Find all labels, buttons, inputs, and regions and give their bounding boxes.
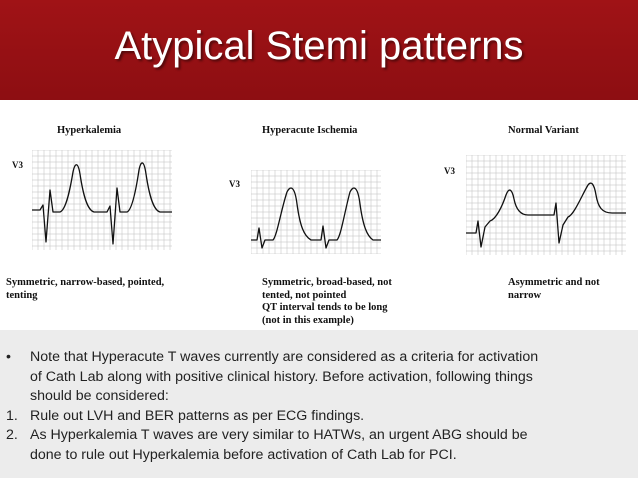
notes-panel <box>0 330 638 478</box>
note-line <box>6 348 632 368</box>
caption-line: (not in this example) <box>262 314 354 326</box>
caption-line: tented, not pointed <box>262 289 347 301</box>
bullet-marker: • <box>6 349 11 365</box>
panel-title-hyperacute-ischemia: Hyperacute Ischemia <box>262 125 358 136</box>
number-marker: 2. <box>6 427 18 443</box>
panel-title-normal-variant: Normal Variant <box>508 125 579 136</box>
caption-line: narrow <box>508 289 542 301</box>
note-text: should be considered: <box>30 388 169 404</box>
lead-label-hyperkalemia: V3 <box>12 160 23 170</box>
ecg-trace <box>32 163 172 244</box>
notes-list <box>6 348 632 465</box>
ecg-strip-hyperkalemia <box>32 150 172 250</box>
note-text: As Hyperkalemia T waves are very similar to HATWs, an urgent ABG should be <box>30 427 528 443</box>
panel-title-hyperkalemia: Hyperkalemia <box>57 125 122 136</box>
caption-hyperkalemia <box>6 277 164 302</box>
caption-line: Symmetric, narrow-based, pointed, <box>6 277 165 288</box>
note-line <box>6 368 632 388</box>
number-marker: 1. <box>6 407 18 424</box>
title-bar <box>0 0 638 100</box>
caption-line: Symmetric, broad-based, not <box>262 277 392 288</box>
ecg-figure <box>0 100 638 330</box>
ecg-strip-normal-variant <box>466 155 626 255</box>
note-text: of Cath Lab along with positive clinical history. Before activation, following things <box>30 368 533 385</box>
note-text: done to rule out Hyperkalemia before activation of Cath Lab for PCI. <box>30 446 457 463</box>
caption-line: Asymmetric and not <box>508 277 600 288</box>
ecg-strip-hyperacute-ischemia <box>251 170 381 254</box>
caption-normal-variant <box>508 277 600 302</box>
note-line <box>6 446 632 466</box>
note-line <box>6 387 632 407</box>
note-text: Rule out LVH and BER patterns as per ECG findings. <box>30 407 365 424</box>
note-text: Note that Hyperacute T waves currently are considered as a criteria for activation <box>30 349 539 365</box>
caption-line: tenting <box>6 289 38 301</box>
note-line <box>6 407 632 427</box>
note-line <box>6 426 632 446</box>
caption-line: QT interval tends to be long <box>262 302 388 313</box>
slide-title: Atypical Stemi patterns <box>114 24 524 68</box>
caption-hyperacute-ischemia <box>262 277 392 327</box>
lead-label-hyperacute-ischemia: V3 <box>229 179 240 189</box>
lead-label-normal-variant: V3 <box>444 166 455 176</box>
